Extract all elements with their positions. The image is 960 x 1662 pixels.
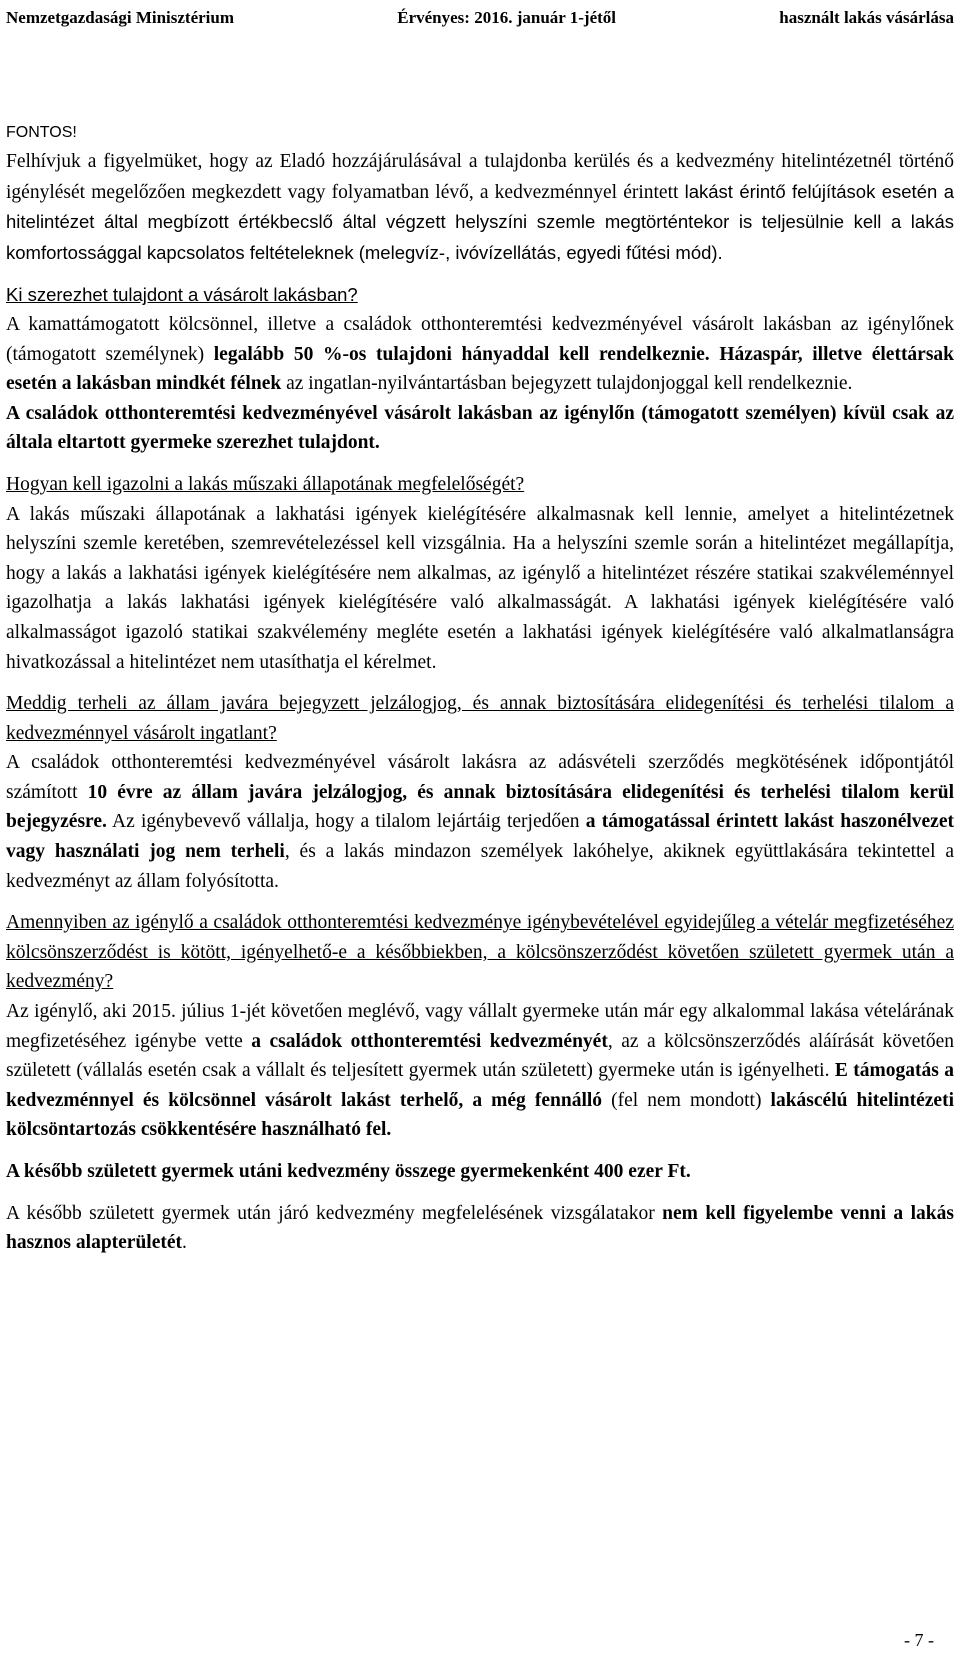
ownership-bold-child: A családok otthonteremtési kedvezményével vásárolt lakásban az igénylőn (támogatott személyen) kívül csak az általa eltartott gyermeke szerezhet tulajdont. bbox=[6, 402, 954, 454]
area-note-text: A később született gyermek után járó kedvezmény megfelelésének vizsgálatakor bbox=[6, 1202, 663, 1224]
technical-paragraph: A lakás műszaki állapotának a lakhatási igények kielégítésére alkalmasnak kell lennie, amelyet a hitelintézetnek helyszíni szemle keretében, szemrevételezéssel kell vizsgálnia. Ha a helyszíni szemle során a hitelintézet megállapítja, hogy a lakás a lakhatási igények kielégítésére nem alkalmas, az igénylő a hitelintézet részére statikai szakvéleménnyel igazolhatja a lakás lakhatási igények kielégítésére való alkalmasságát. A lakhatási igények kielégítésére való alkalmasságot igazoló statikai szakvélemény megléte esetén a lakhatási igények kielégítésére való alkalmatlanságra hivatkozással a hitelintézet nem utasíthatja el kérelmet. bbox=[6, 503, 954, 673]
mortgage-paragraph bbox=[6, 748, 954, 896]
mortgage-bold-d: a támogatással érintett lakást haszonélvezet vagy használati jog nem terheli bbox=[6, 811, 954, 863]
ownership-paragraph-1 bbox=[6, 310, 954, 399]
ownership-bold-share: legalább 50 %-os tulajdoni hányaddal kell rendelkeznie. bbox=[213, 343, 710, 365]
ownership-question: Ki szerezhet tulajdont a vásárolt lakásban? bbox=[6, 284, 358, 306]
document-body bbox=[6, 125, 954, 1258]
loan-text-c: , az a kölcsönszerződés aláírását követően született (vállalás esetén csak a vállalt és teljesített gyermek után született) gyermeke után is igényelheti. bbox=[6, 1030, 954, 1082]
loan-paragraph bbox=[6, 997, 954, 1145]
ownership-bold-couple: Házaspár, illetve élettársak esetén a lakásban mindkét félnek bbox=[6, 343, 955, 395]
ownership-text-end: az ingatlan-nyilvántartásban bejegyzett tulajdonjoggal kell rendelkeznie. bbox=[281, 373, 853, 395]
mortgage-text-c: Az igénybevevő vállalja, hogy a tilalom lejártáig terjedően bbox=[106, 811, 586, 833]
loan-bold-b: a családok otthonteremtési kedvezményét bbox=[251, 1030, 608, 1052]
validity-date: Érvényes: 2016. január 1-jétől bbox=[397, 8, 617, 27]
ownership-space bbox=[710, 344, 720, 365]
notice-paragraph bbox=[6, 147, 954, 268]
area-note-bold: nem kell figyelembe venni a lakás hasznos alapterületét bbox=[6, 1202, 954, 1254]
ownership-text: A kamattámogatott kölcsönnel, illetve a családok otthonteremtési kedvezményével vásárolt lakásban az igénylőnek (támogatott személynek) bbox=[6, 313, 954, 365]
page-header bbox=[6, 8, 954, 28]
page-number bbox=[0, 1630, 960, 1651]
notice-text-serif: Felhívjuk a figyelmüket, hogy az Eladó hozzájárulásával a tulajdonba kerülés és a kedvezmény hitelintézetnél történő igénylését megelőzően megkezdett vagy folyamatban lévő, a kedvezménnyel érintett bbox=[6, 151, 954, 203]
loan-text-a: Az igénylő, aki 2015. július 1-jét követően meglévő, vagy vállalt gyermeke után már egy alkalommal lakása vételárának megfizetéséhez igénybe vette bbox=[6, 1001, 954, 1052]
page-number-text: - 7 - bbox=[904, 1630, 934, 1650]
amount-note-bold: A később született gyermek utáni kedvezmény összege gyermekenként 400 ezer Ft. bbox=[6, 1161, 691, 1182]
amount-note bbox=[6, 1157, 954, 1187]
notice-label: FONTOS! bbox=[6, 124, 77, 141]
ministry-name: Nemzetgazdasági Minisztérium bbox=[6, 8, 235, 27]
technical-question: Hogyan kell igazolni a lakás műszaki állapotának megfelelőségét? bbox=[6, 473, 525, 495]
loan-text-e: (fel nem mondott) bbox=[602, 1089, 771, 1111]
document-topic: használt lakás vásárlása bbox=[779, 8, 954, 27]
mortgage-bold-b: 10 évre az állam javára jelzálogjog, és annak biztosítására elidegenítési és terhelési tilalom kerül bejegyzésre. bbox=[6, 781, 954, 833]
loan-bold-d: E támogatás a kedvezménnyel és kölcsönnel vásárolt lakást terhelő, a még fennálló bbox=[6, 1060, 955, 1111]
area-note-end: . bbox=[182, 1232, 187, 1254]
mortgage-question: Meddig terheli az állam javára bejegyzett jelzálogjog, és annak biztosítására elidegenítési és terhelési tilalom a kedvezménnyel vásárolt ingatlant? bbox=[6, 693, 954, 744]
loan-bold-f: lakáscélú hitelintézeti kölcsöntartozás csökkentésére használható fel. bbox=[6, 1089, 954, 1141]
mortgage-text-e: , és a lakás mindazon személyek lakóhelye, akiknek együttlakására tekintettel a kedvezményt az állam folyósította. bbox=[6, 841, 955, 892]
notice-text-sans: lakást érintő felújítások esetén a hitelintézet által megbízott értékbecslő által végzett helyszíni szemle megtörténtekor is teljesülnie kell a lakás komfortossággal kapcsolatos feltételeknek (melegvíz-, ivóvízellátás, egyedi fűtési mód). bbox=[6, 180, 954, 263]
ownership-paragraph-2 bbox=[6, 399, 954, 458]
mortgage-text-a: A családok otthonteremtési kedvezményével vásárolt lakásra az adásvételi szerződés megkötésének időpontjától számított bbox=[6, 752, 954, 803]
area-note bbox=[6, 1199, 954, 1258]
loan-question: Amennyiben az igénylő a családok otthonteremtési kedvezménye igénybevételével egyidejűleg a vételár megfizetéséhez kölcsönszerződést is kötött, igényelhető-e a későbbiekben, a kölcsönszerződést követően született gyermek után a kedvezmény? bbox=[6, 912, 954, 993]
